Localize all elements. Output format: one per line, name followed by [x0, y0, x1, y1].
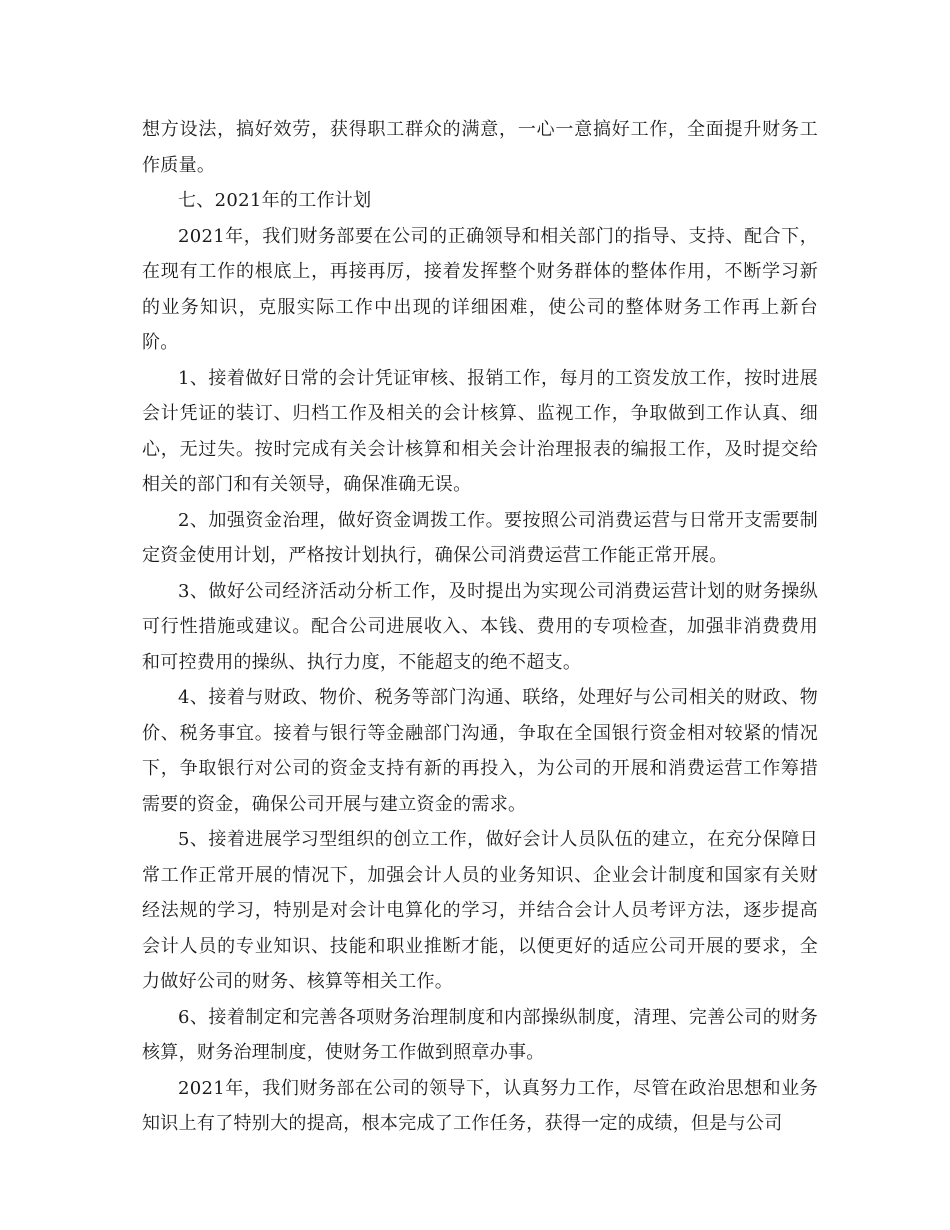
paragraph-intro: 2021年，我们财务部要在公司的正确领导和相关部门的指导、支持、配合下，在现有工作的根底上，再接再厉，接着发挥整个财务群体的整体作用，不断学习新的业务知识，克服实际工作中出现的详细困难，使公司的整体财务工作再上新台阶。: [142, 225, 818, 353]
paragraph-item-3: 3、做好公司经济活动分析工作，及时提出为实现公司消费运营计划的财务操纵可行性措施或建议。配合公司进展收入、本钱、费用的专项检查，加强非消费费用和可控费用的操纵、执行力度，不能超支的绝不超支。: [142, 580, 818, 673]
paragraph-item-6: 6、接着制定和完善各项财务治理制度和内部操纵制度，清理、完善公司的财务核算，财务治理制度，使财务工作做到照章办事。: [142, 1006, 818, 1063]
paragraph-summary: 2021年，我们财务部在公司的领导下，认真努力工作，尽管在政治思想和业务知识上有了特别大的提高，根本完成了工作任务，获得一定的成绩，但是与公司: [142, 1077, 818, 1134]
paragraph-continuation: 想方设法，搞好效劳，获得职工群众的满意，一心一意搞好工作，全面提升财务工作质量。: [142, 119, 818, 176]
document-page: [142, 112, 818, 1142]
paragraph-item-4: 4、接着与财政、物价、税务等部门沟通、联络，处理好与公司相关的财政、物价、税务事宜。接着与银行等金融部门沟通，争取在全国银行资金相对较紧的情况下，争取银行对公司的资金支持有新的再投入，为公司的开展和消费运营工作筹措需要的资金，确保公司开展与建立资金的需求。: [142, 687, 818, 815]
section-heading-work-plan: 七、2021年的工作计划: [178, 190, 372, 211]
paragraph-item-5: 5、接着进展学习型组织的创立工作，做好会计人员队伍的建立，在充分保障日常工作正常开展的情况下，加强会计人员的业务知识、企业会计制度和国家有关财经法规的学习，特别是对会计电算化的学习，并结合会计人员考评方法，逐步提高会计人员的专业知识、技能和职业推断才能，以便更好的适应公司开展的要求，全力做好公司的财务、核算等相关工作。: [142, 829, 818, 992]
paragraph-item-2: 2、加强资金治理，做好资金调拨工作。要按照公司消费运营与日常开支需要制定资金使用计划，严格按计划执行，确保公司消费运营工作能正常开展。: [142, 509, 818, 566]
paragraph-item-1: 1、接着做好日常的会计凭证审核、报销工作，每月的工资发放工作，按时进展会计凭证的装订、归档工作及相关的会计核算、监视工作，争取做到工作认真、细心，无过失。按时完成有关会计核算和相关会计治理报表的编报工作，及时提交给相关的部门和有关领导，确保准确无误。: [142, 367, 818, 495]
